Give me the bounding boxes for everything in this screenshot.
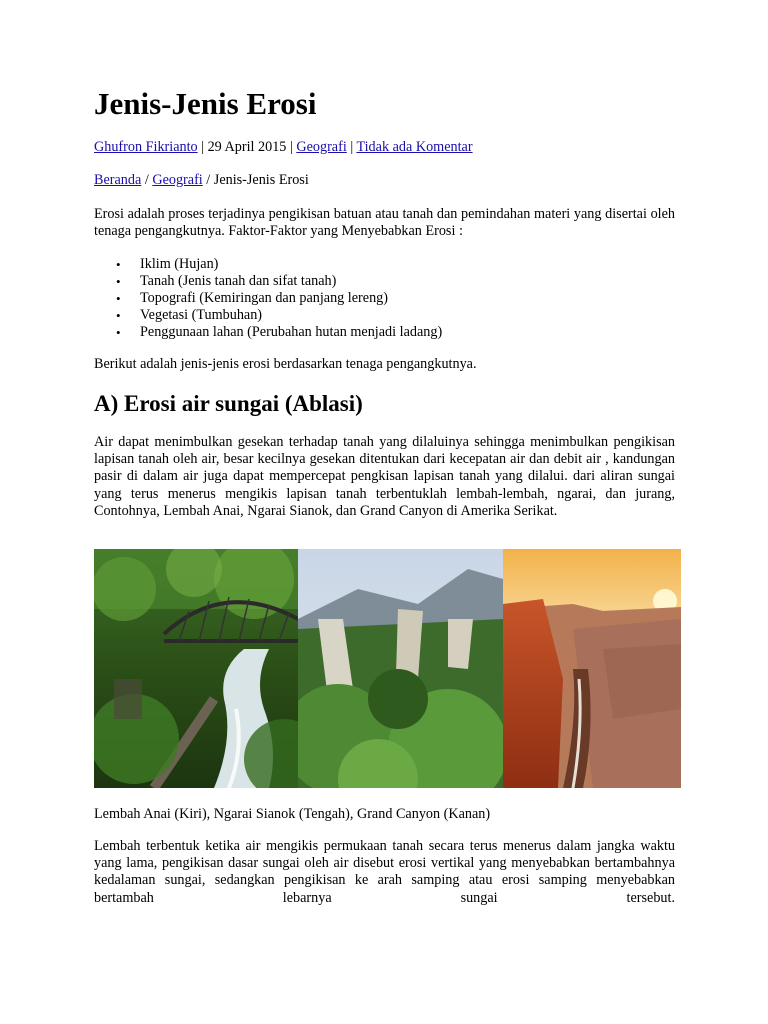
list-item: • Tanah (Jenis tanah dan sifat tanah)	[94, 273, 654, 290]
category-link[interactable]: Geografi	[296, 139, 347, 155]
grand-canyon-photo	[503, 549, 681, 788]
list-item: • Topografi (Kemiringan dan panjang lereng)	[94, 290, 654, 307]
erosion-factors-list	[94, 256, 654, 341]
section-paragraph-2: Lembah terbentuk ketika air mengikis permukaan tanah secara terus menerus dalam jangka waktu yang lama, pengikisan dasar sungai oleh air disebut erosi vertikal yang menyebabkan bertambahnya kedalaman sungai, sedangkan pengikisan ke arah samping atau erosi samping menyebabkan bertambah lebarnya sungai tersebut.	[94, 838, 675, 906]
list-item: • Vegetasi (Tumbuhan)	[94, 307, 654, 324]
breadcrumb-separator: /	[144, 172, 149, 188]
breadcrumb-category-link[interactable]: Geografi	[152, 172, 203, 188]
meta-separator: |	[289, 139, 293, 155]
breadcrumb	[94, 172, 309, 189]
transition-paragraph: Berikut adalah jenis-jenis erosi berdasarkan tenaga pengangkutnya.	[94, 356, 477, 372]
page-title: Jenis-Jenis Erosi	[94, 86, 317, 121]
meta-separator: |	[201, 139, 205, 155]
lembah-anai-photo	[94, 549, 298, 788]
breadcrumb-home-link[interactable]: Beranda	[94, 172, 142, 188]
breadcrumb-separator: /	[206, 172, 211, 188]
comments-link[interactable]: Tidak ada Komentar	[356, 139, 473, 155]
list-item: • Iklim (Hujan)	[94, 256, 654, 273]
post-meta	[94, 139, 473, 156]
section-heading: A) Erosi air sungai (Ablasi)	[94, 391, 363, 416]
ngarai-sianok-photo	[298, 549, 503, 788]
post-date: 29 April 2015	[207, 139, 287, 155]
image-caption: Lembah Anai (Kiri), Ngarai Sianok (Tengah), Grand Canyon (Kanan)	[94, 806, 491, 822]
section-paragraph: Air dapat menimbulkan gesekan terhadap tanah yang dilaluinya sehingga menimbulkan pengikisan lapisan tanah oleh air, besar kecilnya gesekan ditentukan dari kecepatan air dan debit air , kandungan pasir di dalam air juga dapat mempercepat pengkisan lapisan tanah yang dilalui. dari aliran sungai yang terus menerus mengikis lapisan tanah terbentuklah lembah-lembah, ngarai, dan jurang, Contohnya, Lembah Anai, Ngarai Sianok, dan Grand Canyon di Amerika Serikat.	[94, 434, 675, 519]
breadcrumb-current: Jenis-Jenis Erosi	[213, 172, 309, 188]
meta-separator: |	[350, 139, 354, 155]
intro-paragraph: Erosi adalah proses terjadinya pengikisan batuan atau tanah dan pemindahan materi yang disertai oleh tenaga pengangkutnya. Faktor-Faktor yang Menyebabkan Erosi :	[94, 206, 675, 240]
author-link[interactable]: Ghufron Fikrianto	[94, 139, 198, 155]
landscape-photo-triptych	[94, 549, 681, 788]
list-item: • Penggunaan lahan (Perubahan hutan menjadi ladang)	[94, 324, 654, 341]
